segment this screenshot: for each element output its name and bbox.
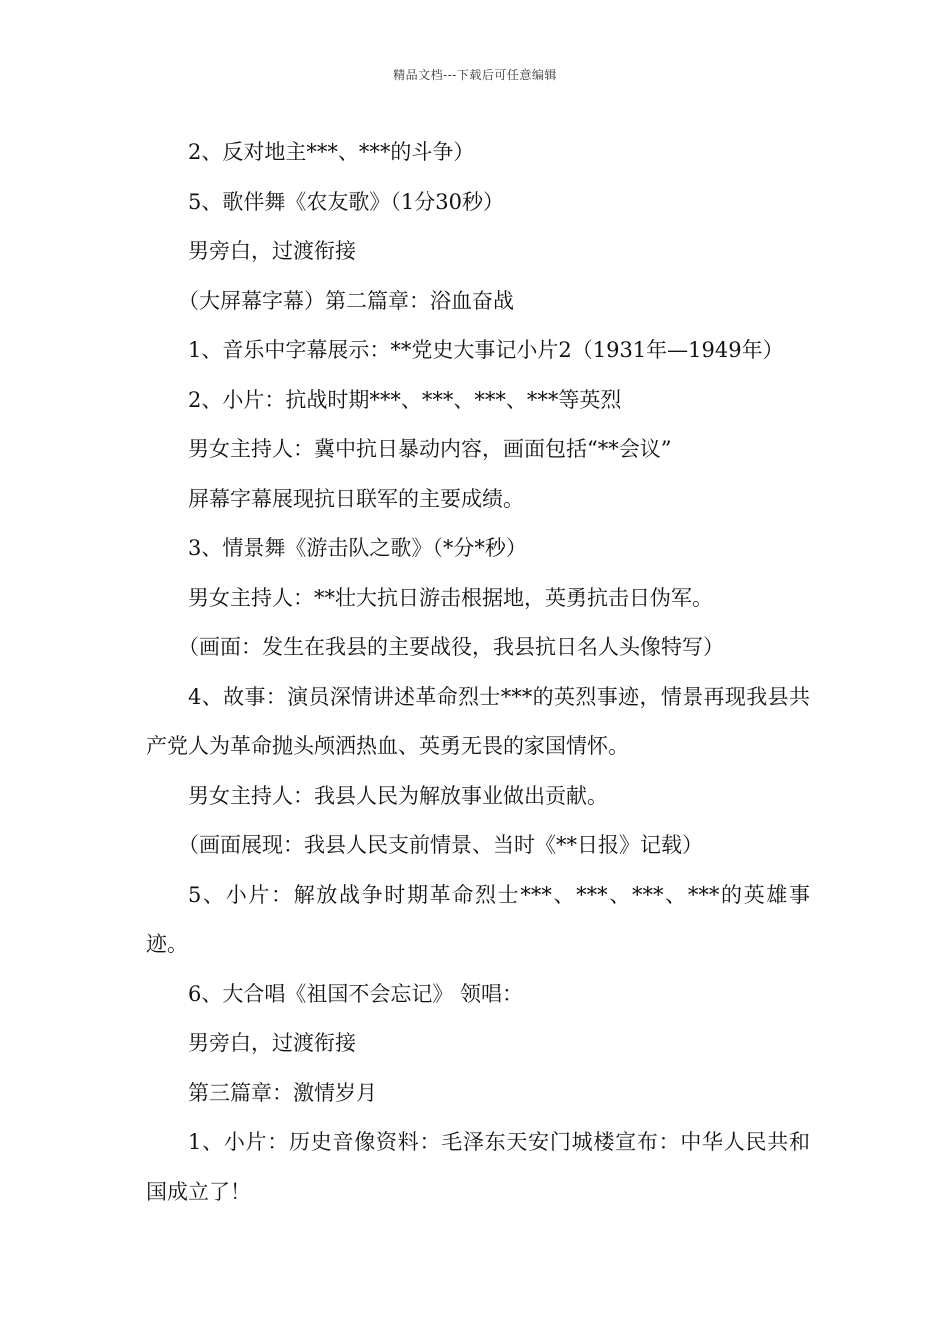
- paragraph: 男女主持人：**壮大抗日游击根据地，英勇抗击日伪军。: [188, 585, 713, 610]
- paragraph: 2、小片：抗战时期***、***、***、***等英烈: [188, 387, 622, 412]
- paragraph: 1、小片：历史音像资料：毛泽东天安门城楼宣布：中华人民共和国成立了！: [146, 1130, 810, 1204]
- paragraph: 屏幕字幕展现抗日联军的主要成绩。: [188, 486, 524, 511]
- paragraph: 第三篇章：激情岁月: [188, 1080, 377, 1105]
- paragraph: 6、大合唱《祖国不会忘记》 领唱：: [188, 981, 524, 1006]
- paragraph: （画面展现：我县人民支前情景、当时《**日报》记载）: [178, 833, 703, 857]
- paragraph: 男旁白，过渡衔接: [188, 1031, 356, 1055]
- paragraph: （大屏幕字幕）第二篇章：浴血奋战: [178, 288, 514, 313]
- paragraph: 男女主持人：我县人民为解放事业做出贡献。: [188, 783, 608, 808]
- paragraph: 5、歌伴舞《农友歌》（1分30秒）: [188, 189, 504, 214]
- paragraph: 2、反对地主***、***的斗争）: [188, 140, 475, 164]
- paragraph: 4、故事：演员深情讲述革命烈士***的英烈事迹，情景再现我县共产党人为革命抛头颅洒热血、英勇无畏的家国情怀。: [146, 684, 810, 758]
- paragraph: 3、情景舞《游击队之歌》（*分*秒）: [188, 536, 527, 560]
- document-body: [146, 128, 810, 1217]
- paragraph: 5、小片：解放战争时期革命烈士***、***、***、***的英雄事迹。: [146, 882, 810, 956]
- paragraph: 男女主持人：冀中抗日暴动内容，画面包括“**会议”: [188, 437, 672, 461]
- page-header: 精品文档---下载后可任意编辑: [393, 68, 557, 82]
- paragraph: 男旁白，过渡衔接: [188, 239, 356, 263]
- paragraph: 1、音乐中字幕展示：**党史大事记小片2（1931年—1949年）: [188, 338, 784, 362]
- paragraph: （画面：发生在我县的主要战役，我县抗日名人头像特写）: [178, 635, 724, 659]
